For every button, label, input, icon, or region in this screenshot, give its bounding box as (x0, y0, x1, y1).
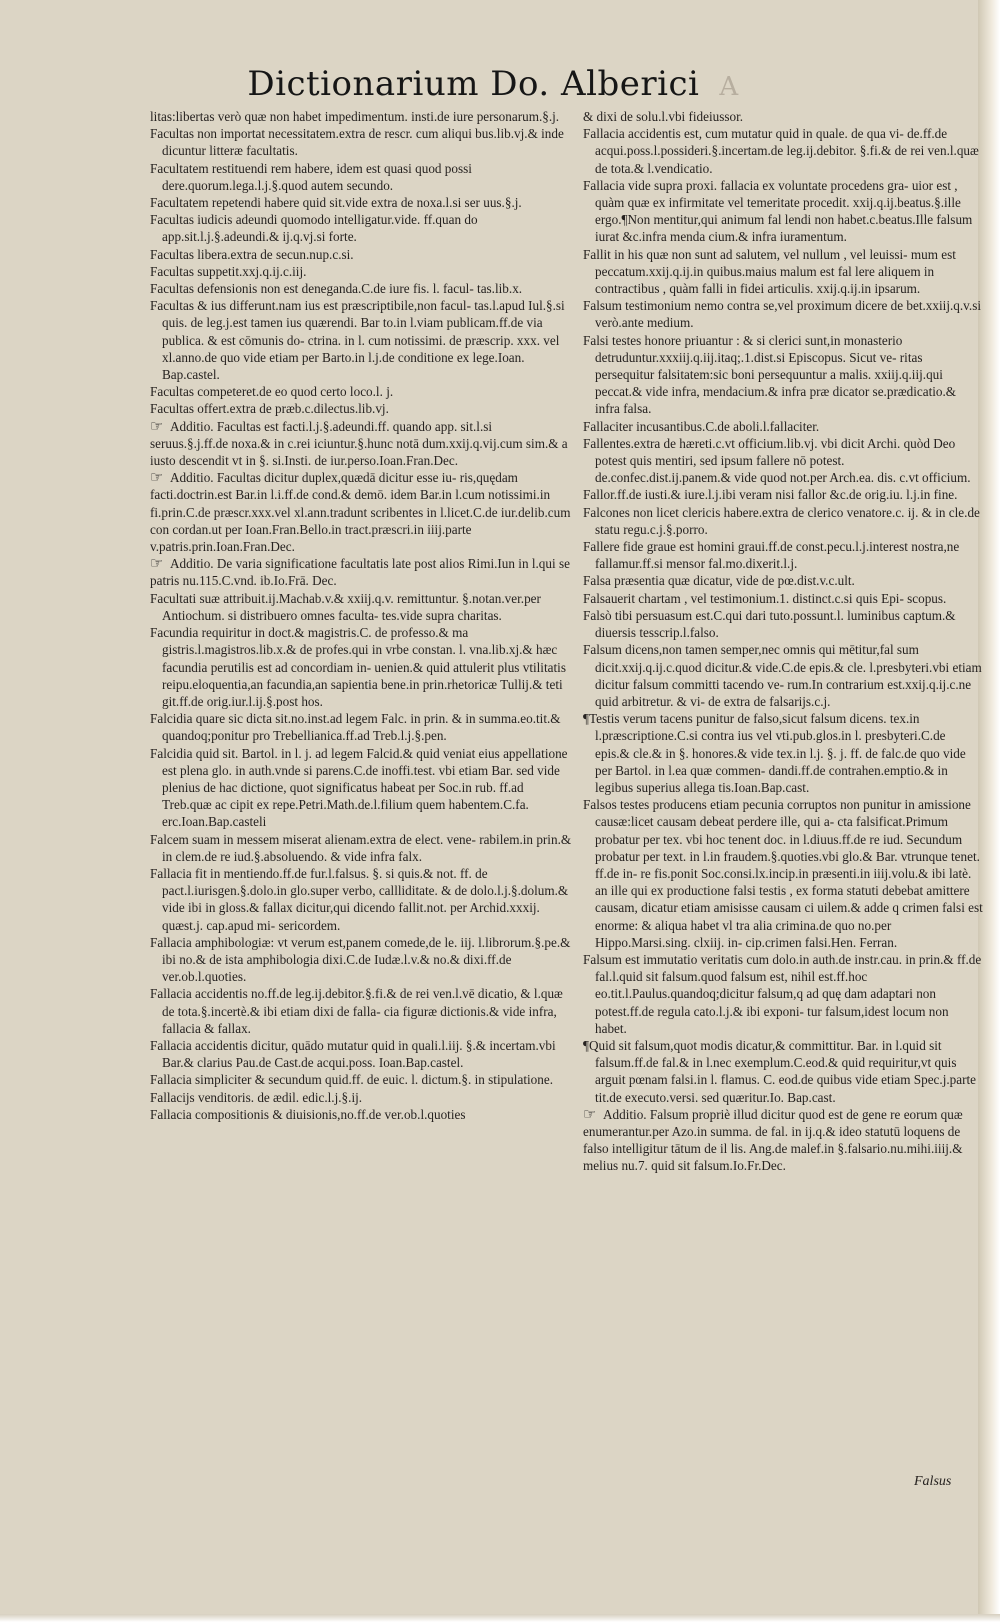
dictionary-entry (150, 710, 573, 744)
entry-text: Facultas offert.extra de præb.c.dilectus.lib.vj. (150, 401, 389, 417)
dictionary-entry (150, 831, 573, 865)
dictionary-entry (583, 1037, 983, 1106)
dictionary-entry (150, 624, 573, 710)
dictionary-entry (583, 607, 983, 641)
dictionary-entry (583, 641, 983, 710)
dictionary-entry (583, 177, 983, 246)
manicule-icon: ☞ (150, 468, 164, 487)
dictionary-entry (150, 108, 573, 125)
left-column (150, 108, 573, 1508)
manicule-icon: ☞ (583, 1104, 597, 1123)
entry-text: Facultas suppetit.xxj.q.ij.c.iij. (150, 263, 307, 279)
manicule-icon: ☞ (150, 416, 164, 435)
dictionary-entry (150, 400, 573, 417)
entry-text: Additio. Falsum propriè illud dicitur quod est de gene re eorum quæ enumerantur.per Azo.in summa. de fal. in ij.q.& ideo statutū loquens de falso intelligitur tātum de il lis. Ang.de malef.in §.falsario.nu.mihi.iiij.& melius nu.7. quid sit falsum.Io.Fr.Dec. (583, 1106, 963, 1174)
dictionary-entry (150, 1089, 573, 1106)
addition-entry (150, 469, 573, 555)
dictionary-entry (150, 246, 573, 263)
entry-text: Falsò tibi persuasum est.C.qui dari tuto.possunt.l. luminibus captum.& diuersis tesscrip.l.falso. (583, 607, 956, 641)
dictionary-entry (583, 125, 983, 177)
entry-text: ¶Testis verum tacens punitur de falso,sicut falsum dicens. tex.in l.præscriptione.C.si contra ius vel vti.pub.glos.in l. presbyteri.C.de epis.& cle.& in §. honores.& vide tex.in l.j. §. j. ff. de falc.de quo vide per Bartol. in l.ea quæ commen- dandi.ff.de contrahen.emptio.& in legibus superius allega tis.Ioan.Bap.cast. (583, 711, 966, 795)
manicule-icon: ☞ (150, 554, 164, 573)
dictionary-entry (583, 572, 983, 589)
right-column (583, 108, 983, 1508)
dictionary-entry (150, 934, 573, 986)
entry-text: Falcem suam in messem miserat alienam.extra de elect. vene- rabilem.in prin.& in clem.de re iud.§.absoluendo. & vide infra falx. (150, 831, 572, 864)
dictionary-entry (150, 865, 573, 934)
dictionary-entry (583, 246, 983, 298)
dictionary-entry (583, 108, 983, 125)
dictionary-entry (583, 796, 983, 951)
entry-text: Additio. De varia significatione facultatis late post alios Rimi.Iun in l.qui se patris nu.115.C.vnd. ib.Io.Frā. Dec. (150, 556, 570, 589)
dictionary-entry (583, 297, 983, 331)
dictionary-entry (583, 590, 983, 607)
entry-text: Facundia requiritur in doct.& magistris.C. de professo.& ma gistris.l.magistros.lib.x.& de profes.qui in vrbe constan. l. vna.lib.xj.& hæc facundia perutilis est ad concordiam in- uenien.& quid attulerit plus vtilitatis reipu.eloquentia,an facundia,an sapientia bene.in prin.rhetoricæ Tullij.& teti git.ff.de orig.iur.l.ij.§.post hos. (150, 625, 566, 709)
dictionary-entry (583, 538, 983, 572)
entry-text: Facultatem restituendi rem habere, idem est quasi quod possi dere.quorum.lega.l.j.§.quod autem secundo. (150, 160, 472, 193)
entry-text: Fallor.ff.de iusti.& iure.l.j.ibi veram nisi fallor &c.de orig.iu. l.j.in fine. (583, 487, 958, 503)
entry-text: Fallacia amphibologiæ: vt verum est,panem comede,de le. iij. l.librorum.§.pe.& ibi no.& de ista amphibologia dixi.C.de Iudæ.l.v.& no.& dixi.ff.de ver.ob.l.quoties. (150, 934, 571, 985)
entry-text: Falcidia quare sic dicta sit.no.inst.ad legem Falc. in prin. & in summa.eo.tit.& quandoq;ponitur pro Trebellianica.ff.ad Treb.l.j.§.pen. (150, 711, 561, 744)
catchword: Falsus (914, 1474, 952, 1489)
dictionary-entry (150, 211, 573, 245)
dictionary-entry (150, 590, 573, 624)
entry-text: Falsos testes producens etiam pecunia corruptos non punitur in amissione causæ:licet causam debeat perdere ille, qui a- cta falsificat.Primum probatur per tex. vbi hoc tenent doc. in l.diuus.ff.de re iud. Secundum probatur per text. in l.in fraudem.§.quoties.vbi glo.& Bar. vtrunque tenet. ff.de in- re fis.ponit Soc.consi.lx.incip.in præsenti.in iiij.volu.& ibi latè. an ille qui ex productione falsi testis , ex forma statuti debebat amittere causam, dicatur etiam amisisse causam ci uilem.& adde q crimen falsi est enorme: & aliqua habet vl tra alia crimina.de quo no.per Hippo.Marsi.sing. clxiij. in- cip.crimen falsi.Hen. Ferran. (583, 797, 983, 950)
running-header (0, 64, 1000, 114)
entry-text: Falsum dicens,non tamen semper,nec omnis qui mētitur,fal sum dicit.xxij.q.ij.c.quod dicitur.& vide.C.de epis.& cle. l.presbyteri.vbi etiam dicitur falsum committi tacendo ve- rum.In contrarium est.xxij.q.ij.c.ne quid arbitretur. & vi- de extra de falsarijs.c.j. (583, 642, 982, 709)
entry-text: Fallacijs venditoris. de ædil. edic.l.j.§.ij. (150, 1089, 363, 1105)
dictionary-entry (583, 951, 983, 1037)
dictionary-entry (150, 1071, 573, 1088)
page-title-tail: A (719, 72, 739, 102)
dictionary-entry (150, 194, 573, 211)
entry-text: Fallacia fit in mentiendo.ff.de fur.l.falsus. §. si quis.& not. ff. de pact.l.iurisgen.§.dolo.in glo.super verbo, callliditate. & de dolo.l.j.§.dolum.& vide ibi in gloss.& fallax dicitur,qui dicendo fallit.not. per Archid.xxxij. quæst.j. cap.apud mi- sericordem. (150, 865, 569, 933)
entry-text: Falcones non licet clericis habere.extra de clerico venatore.c. ij. & in cle.de statu regu.c.j.§.porro. (583, 504, 980, 537)
dictionary-entry (150, 160, 573, 194)
entry-text: Fallacia compositionis & diuisionis,no.ff.de ver.ob.l.quoties (150, 1106, 466, 1122)
entry-text: Additio. Facultas est facti.l.j.§.adeundi.ff. quando app. sit.l.si seruus.§.j.ff.de noxa.& in c.rei iciuntur.§.hunc notā dum.xxij.q.vij.cum sim.& a iusto descendit vt in §. si.Insti. de iur.perso.Ioan.Fran.Dec. (150, 418, 568, 469)
entry-text: Fallere fide graue est homini graui.ff.de const.pecu.l.j.interest nostra,ne fallamur.ff.si mensor fal.mo.dixerit.l.j. (583, 539, 960, 572)
dictionary-entry (150, 985, 573, 1037)
entry-text: Fallacia simpliciter & secundum quid.ff. de euic. l. dictum.§. in stipulatione. (150, 1072, 553, 1088)
entry-text: Facultas libera.extra de secun.nup.c.si. (150, 246, 354, 262)
dictionary-entry (583, 332, 983, 418)
addition-entry (150, 418, 573, 470)
entry-text: Fallacia accidentis no.ff.de leg.ij.debitor.§.fi.& de rei ven.l.vē dicatio, & l.quæ de tota.§.incertè.& ibi etiam dixi de falla- cia figuræ dictionis.& vide infra, fallacia & fallax. (150, 986, 563, 1036)
entry-text: Facultatem repetendi habere quid sit.vide extra de noxa.l.si ser uus.§.j. (150, 195, 522, 211)
dictionary-entry (150, 263, 573, 280)
entry-text: Facultas defensionis non est deneganda.C.de iure fis. l. facul- tas.lib.x. (150, 281, 523, 297)
dictionary-entry (150, 745, 573, 831)
entry-text: litas:libertas verò quæ non habet impedimentum. insti.de iure personarum.§.j. (150, 109, 560, 124)
entry-text: Facultas competeret.de eo quod certo loco.l. j. (150, 384, 394, 400)
page-title: Dictionarium Do. Alberici (247, 64, 700, 104)
entry-text: Facultas non importat necessitatem.extra de rescr. cum aliqui bus.lib.vj.& inde dicuntur litteræ facultatis. (150, 126, 564, 159)
entry-text: Falsauerit chartam , vel testimonium.1. distinct.c.si quis Epi- scopus. (583, 590, 947, 606)
entry-text: Facultas iudicis adeundi quomodo intelligatur.vide. ff.quan do app.sit.l.j.§.adeundi.& ij.q.vj.si forte. (150, 212, 478, 245)
entry-text: Additio. Facultas dicitur duplex,quædā dicitur esse iu- ris,quędam facti.doctrin.est Bar.in l.i.ff.de cond.& demō. idem Bar.in l.cum notissimi.in fi.prin.C.de præscr.xxx.vel xl.ann.tradunt scribentes in l.licet.C.de iur.delib.cum con cordan.ut per Ioan.Fran.Bello.in tract.præscri.in iiij.parte v.patris.prin.Ioan.Fran.Dec. (150, 470, 571, 555)
dictionary-entry (150, 280, 573, 297)
page-bottom-edge (0, 1614, 1000, 1622)
dictionary-entry (583, 504, 983, 538)
entry-text: Falcidia quid sit. Bartol. in l. j. ad legem Falcid.& quid veniat eius appellatione est plena glo. in auth.vnde si parens.C.de inoffi.test. vbi etiam Bar. sed vide plenius de hac dictione, quot significatus habeat per Soc.in rub. ff.ad Treb.quæ ac cipit ex repe.Petri.Math.de.l.filium quem habentem.C.fa. erc.Ioan.Bap.casteli (150, 745, 568, 830)
entry-text: Facultas & ius differunt.nam ius est præscriptibile,non facul- tas.l.apud Iul.§.si quis. de leg.j.est tamen ius quærendi. Bar to.in l.viam publicam.ff.de via publica. & est cōmunis do- ctrina. in l. cum notissimi. de præscrip. xxx. vel xl.anno.de quo vide etiam per Barto.in l.j.de conditione ex lege.Ioan. Bap.castel. (150, 298, 565, 383)
addition-entry (150, 555, 573, 589)
entry-text: Facultati suæ attribuit.ij.Machab.v.& xxiij.q.v. remittuntur. §.notan.ver.per Antiochum. si distribuero omnes faculta- tes.vide supra charitas. (150, 590, 541, 623)
dictionary-entry (583, 486, 983, 503)
dictionary-entry (150, 125, 573, 159)
entry-text: & dixi de solu.l.vbi fideiussor. (583, 109, 744, 124)
dictionary-entry (150, 1106, 573, 1123)
addition-entry (583, 1106, 983, 1175)
entry-text: Fallacia accidentis est, cum mutatur quid in quale. de qua vi- de.ff.de acqui.poss.l.possideri.§.incertam.de leg.ij.debitor. §.fi.& de rei ven.l.quæ de tota.& l.vendicatio. (583, 126, 979, 176)
dictionary-entry (583, 710, 983, 796)
dictionary-entry (150, 297, 573, 383)
entry-text: Falsa præsentia quæ dicatur, vide de pœ.dist.v.c.ult. (583, 573, 855, 589)
dictionary-entry (150, 383, 573, 400)
entry-text: ¶Quid sit falsum,quot modis dicatur,& committitur. Bar. in l.quid sit falsum.ff.de fal.& in l.nec exemplum.C.eod.& quid requiritur,vt quis arguit pœnam falsi.in l. flamus. C. eod.de quibus vide etiam Spec.j.parte tit.de executo.versi. sed quæritur.Io. Bap.cast. (583, 1037, 977, 1105)
dictionary-entry (583, 435, 983, 487)
entry-text: Falsi testes honore priuantur : & si clerici sunt,in monasterio detruduntur.xxxiij.q.iij.itaq;.1.dist.si Episcopus. Sicut ve- ritas persequitur falsitatem:sic boni persequuntur a malis. xxiij.q.iij.qui peccat.& vide infra, mendacium.& infra præ dicator se.prædicatio.& infra falsa. (583, 332, 957, 417)
entry-text: Falsum testimonium nemo contra se,vel proximum dicere de bet.xxiij.q.v.si verò.ante medium. (583, 298, 981, 331)
dictionary-entry (150, 1037, 573, 1071)
entry-text: Fallaciter incusantibus.C.de aboli.l.fallaciter. (583, 418, 820, 434)
dictionary-entry (583, 418, 983, 435)
entry-text: Fallentes.extra de hæreti.c.vt officium.lib.vj. vbi dicit Archi. quòd Deo potest quis mentiri, sed ipsum fallere nō potest. de.confec.dist.ij.panem.& vide quod not.per Arch.ea. dis. c.vt officium. (583, 435, 971, 486)
entry-text: Fallit in his quæ non sunt ad salutem, vel nullum , vel leuissi- mum est peccatum.xxij.q.ij.in quibus.maius malum est fal lere aliquem in contractibus , quàm falli in fidei articulis. xxij.q.ij.in ipsarum. (583, 246, 956, 297)
entry-text: Falsum est immutatio veritatis cum dolo.in auth.de instr.cau. in prin.& ff.de fal.l.quid sit falsum.quod falsum est, nihil est.ff.hoc eo.tit.l.Paulus.quandoq;dicitur falsum,q ad quę dam adaptari non potest.ff.de regula cato.l.j.& ibi exponi- tur falsum,idest locum non habet. (583, 951, 982, 1036)
entry-text: Fallacia vide supra proxi. fallacia ex voluntate procedens gra- uior est , quàm quæ ex infirmitate vel temeritate procedit. xxij.q.ij.beatus.§.ille ergo.¶Non mentitur,qui animum fal lendi non habet.c.beatus.Ille falsum iurat &c.infra menda cium.& infra iuramentum. (583, 177, 973, 245)
entry-text: Fallacia accidentis dicitur, quādo mutatur quid in quali.l.iij. §.& incertam.vbi Bar.& clarius Pau.de Cast.de acqui.poss. Ioan.Bap.castel. (150, 1037, 556, 1071)
